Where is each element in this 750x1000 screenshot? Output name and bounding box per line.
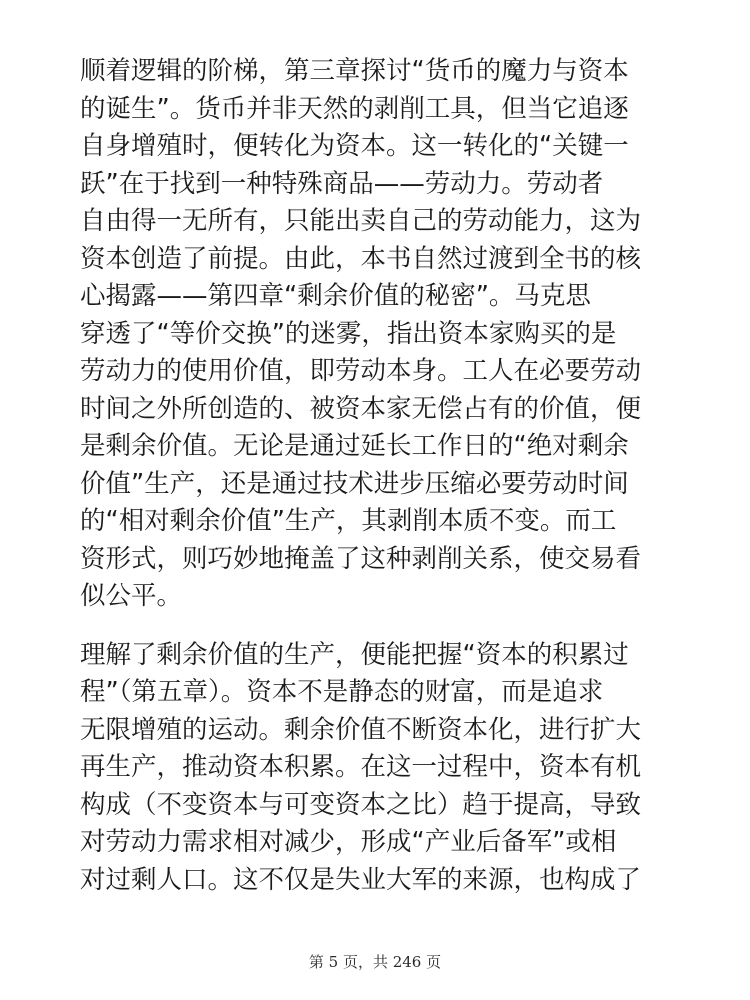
text-line: 再生产，推动资本积累。在这一过程中，资本有机 [80, 752, 642, 782]
paragraph-2 [80, 637, 678, 900]
text-line: 构成（不变资本与可变资本之比）趋于提高，导致 [80, 789, 642, 820]
text-line: 资形式，则巧妙地掩盖了这种剥削关系，使交易看 [80, 543, 642, 574]
paragraph-1 [80, 53, 678, 616]
text-line: 的诞生”。货币并非天然的剥削工具，但当它追逐 [80, 93, 629, 124]
text-line: 价值”生产，还是通过技术进步压缩必要劳动时间 [80, 468, 629, 499]
text-line: 对劳动力需求相对减少，形成“产业后备军”或相 [80, 827, 617, 857]
text-line: 资本创造了前提。由此，本书自然过渡到全书的核 [80, 243, 642, 274]
text-line: 似公平。 [80, 581, 183, 611]
text-line: 顺着逻辑的阶梯，第三章探讨“货币的魔力与资本 [80, 56, 629, 86]
text-line: 无限增殖的运动。剩余价值不断资本化，进行扩大 [80, 714, 642, 745]
text-line: 自由得一无所有，只能出卖自己的劳动能力，这为 [80, 206, 642, 236]
text-line: 劳动力的使用价值，即劳动本身。工人在必要劳动 [80, 356, 642, 386]
text-line: 心揭露——第四章“剩余价值的秘密”。马克思 [80, 281, 591, 311]
text-line: 程”（第五章）。资本不是静态的财富，而是追求 [80, 677, 604, 707]
text-line: 的“相对剩余价值”生产，其剥削本质不变。而工 [80, 506, 617, 536]
body-text [80, 53, 678, 899]
text-line: 穿透了“等价交换”的迷雾，指出资本家购买的是 [80, 318, 617, 349]
text-line: 理解了剩余价值的生产，便能把握“资本的积累过 [80, 639, 629, 670]
page-number: 第 5 页，共 246 页 [308, 953, 442, 971]
text-line: 跃”在于找到一种特殊商品——劳动力。劳动者 [80, 168, 604, 199]
text-line: 是剩余价值。无论是通过延长工作日的“绝对剩余 [80, 431, 629, 461]
text-line: 自身增殖时，便转化为资本。这一转化的“关键一 [80, 131, 629, 161]
text-line: 时间之外所创造的、被资本家无偿占有的价值，便 [80, 393, 642, 424]
text-line: 对过剩人口。这不仅是失业大军的来源，也构成了 [80, 864, 642, 895]
